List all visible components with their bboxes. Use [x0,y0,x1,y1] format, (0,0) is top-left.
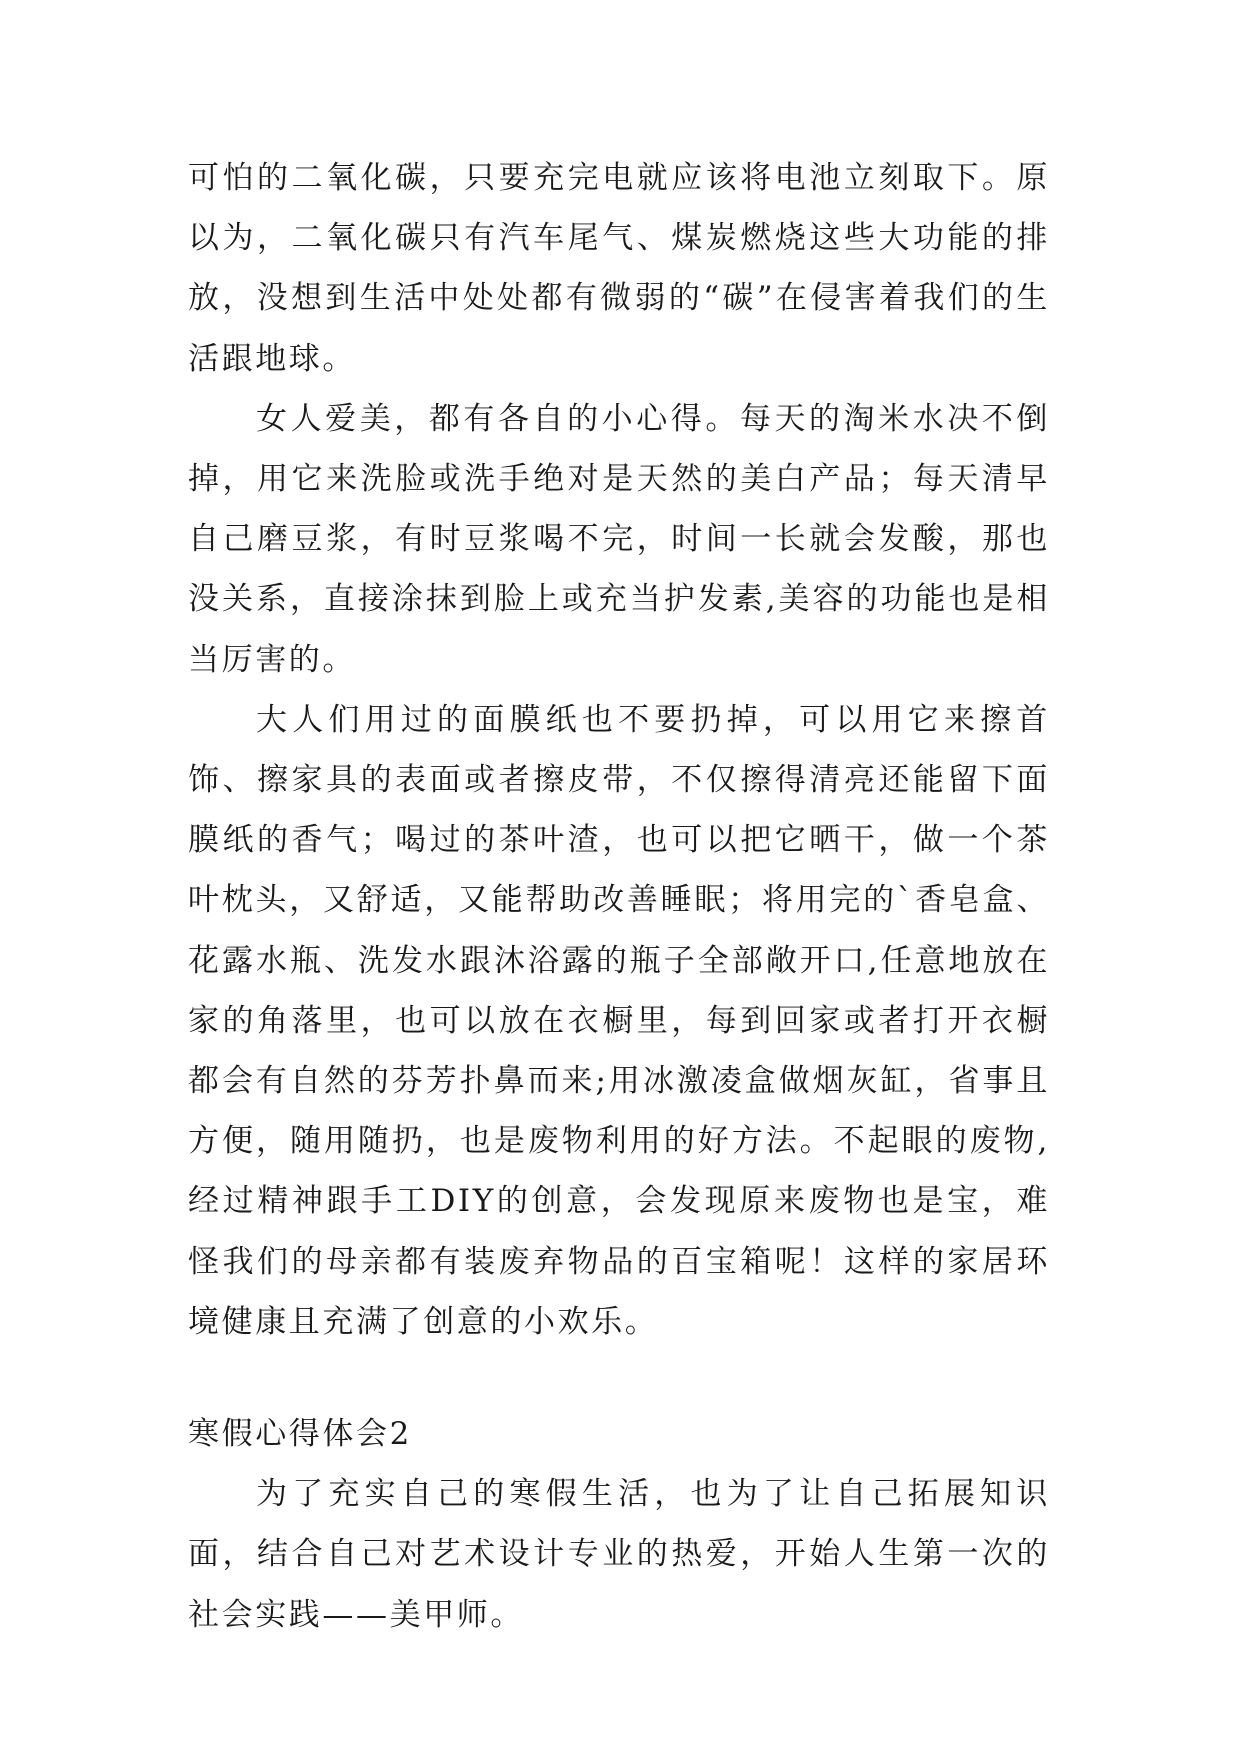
section-title: 寒假心得体会2 [188,1416,412,1453]
paragraph-3: 大人们用过的面膜纸也不要扔掉，可以用它来擦首饰、擦家具的表面或者擦皮带，不仅擦得清亮还能留下面膜纸的香气；喝过的茶叶渣，也可以把它晒干，做一个茶叶枕头，又舒适，又能帮助改善睡眠；将用完的`香皂盒、花露水瓶、洗发水跟沐浴露的瓶子全部敞开口,任意地放在家的角落里，也可以放在衣橱里，每到回家或者打开衣橱都会有自然的芬芳扑鼻而来;用冰激凌盒做烟灰缸，省事且方便，随用随扔，也是废物利用的好方法。不起眼的废物,经过精神跟手工DIY的创意，会发现原来废物也是宝，难怪我们的母亲都有装废弃物品的百宝箱呢！这样的家居环境健康且充满了创意的小欢乐。 [188,701,1050,1340]
paragraph-4: 为了充实自己的寒假生活，也为了让自己拓展知识面，结合自己对艺术设计专业的热爱，开始人生第一次的社会实践——美甲师。 [188,1476,1050,1633]
paragraph-1: 可怕的二氧化碳，只要充完电就应该将电池立刻取下。原以为，二氧化碳只有汽车尾气、煤炭燃烧这些大功能的排放，没想到生活中处处都有微弱的“碳”在侵害着我们的生活跟地球。 [188,160,1050,377]
document-body [188,148,1050,1645]
paragraph-2: 女人爱美，都有各自的小心得。每天的淘米水决不倒掉，用它来洗脸或洗手绝对是天然的美白产品；每天清早自己磨豆浆，有时豆浆喝不完，时间一长就会发酸，那也没关系，直接涂抹到脸上或充当护发素,美容的功能也是相当厉害的。 [188,400,1050,678]
